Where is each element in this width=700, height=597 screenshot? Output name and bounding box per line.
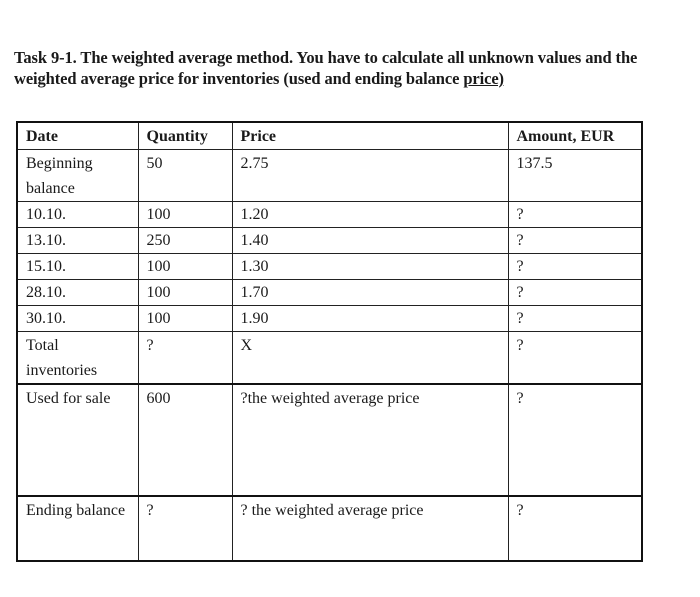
cell-price: 1.30 [232, 254, 508, 280]
cell-date: 10.10. [17, 202, 138, 228]
cell-price: 2.75 [232, 150, 508, 202]
cell-amount: ? [508, 254, 642, 280]
cell-quantity: 100 [138, 202, 232, 228]
header-amount: Amount, EUR [508, 122, 642, 150]
table-header-row [17, 122, 642, 150]
table-row [17, 332, 642, 385]
cell-quantity: 100 [138, 254, 232, 280]
table-row [17, 280, 642, 306]
table-row [17, 384, 642, 496]
cell-quantity: 600 [138, 384, 232, 496]
inventory-table [16, 121, 643, 562]
cell-date: 30.10. [17, 306, 138, 332]
table-row [17, 202, 642, 228]
cell-quantity: ? [138, 496, 232, 561]
cell-date: Ending balance [17, 496, 138, 561]
cell-amount: ? [508, 228, 642, 254]
task-title [14, 47, 698, 89]
cell-quantity: 250 [138, 228, 232, 254]
cell-date: 13.10. [17, 228, 138, 254]
cell-quantity: 100 [138, 280, 232, 306]
cell-price: 1.70 [232, 280, 508, 306]
cell-price: 1.20 [232, 202, 508, 228]
cell-amount: 137.5 [508, 150, 642, 202]
header-date: Date [17, 122, 138, 150]
cell-quantity: ? [138, 332, 232, 385]
cell-quantity: 50 [138, 150, 232, 202]
cell-amount: ? [508, 496, 642, 561]
cell-date: 15.10. [17, 254, 138, 280]
cell-quantity: 100 [138, 306, 232, 332]
cell-price: 1.40 [232, 228, 508, 254]
cell-amount: ? [508, 306, 642, 332]
header-quantity: Quantity [138, 122, 232, 150]
table-row [17, 254, 642, 280]
task-title-underlined: price) [463, 69, 504, 88]
cell-date: 28.10. [17, 280, 138, 306]
task-title-text: Task 9-1. The weighted average method. You have to calculate all unknown values and the weighted average price for inventories (used and ending balance [14, 48, 638, 88]
table-row [17, 306, 642, 332]
cell-amount: ? [508, 332, 642, 385]
header-price: Price [232, 122, 508, 150]
cell-price: 1.90 [232, 306, 508, 332]
table-row [17, 150, 642, 202]
table-row [17, 228, 642, 254]
cell-price: ?the weighted average price [232, 384, 508, 496]
cell-amount: ? [508, 384, 642, 496]
cell-date: Used for sale [17, 384, 138, 496]
table-row [17, 496, 642, 561]
cell-date: Total inventories [17, 332, 138, 385]
cell-date: Beginning balance [17, 150, 138, 202]
cell-price: X [232, 332, 508, 385]
cell-amount: ? [508, 202, 642, 228]
cell-price: ? the weighted average price [232, 496, 508, 561]
cell-amount: ? [508, 280, 642, 306]
